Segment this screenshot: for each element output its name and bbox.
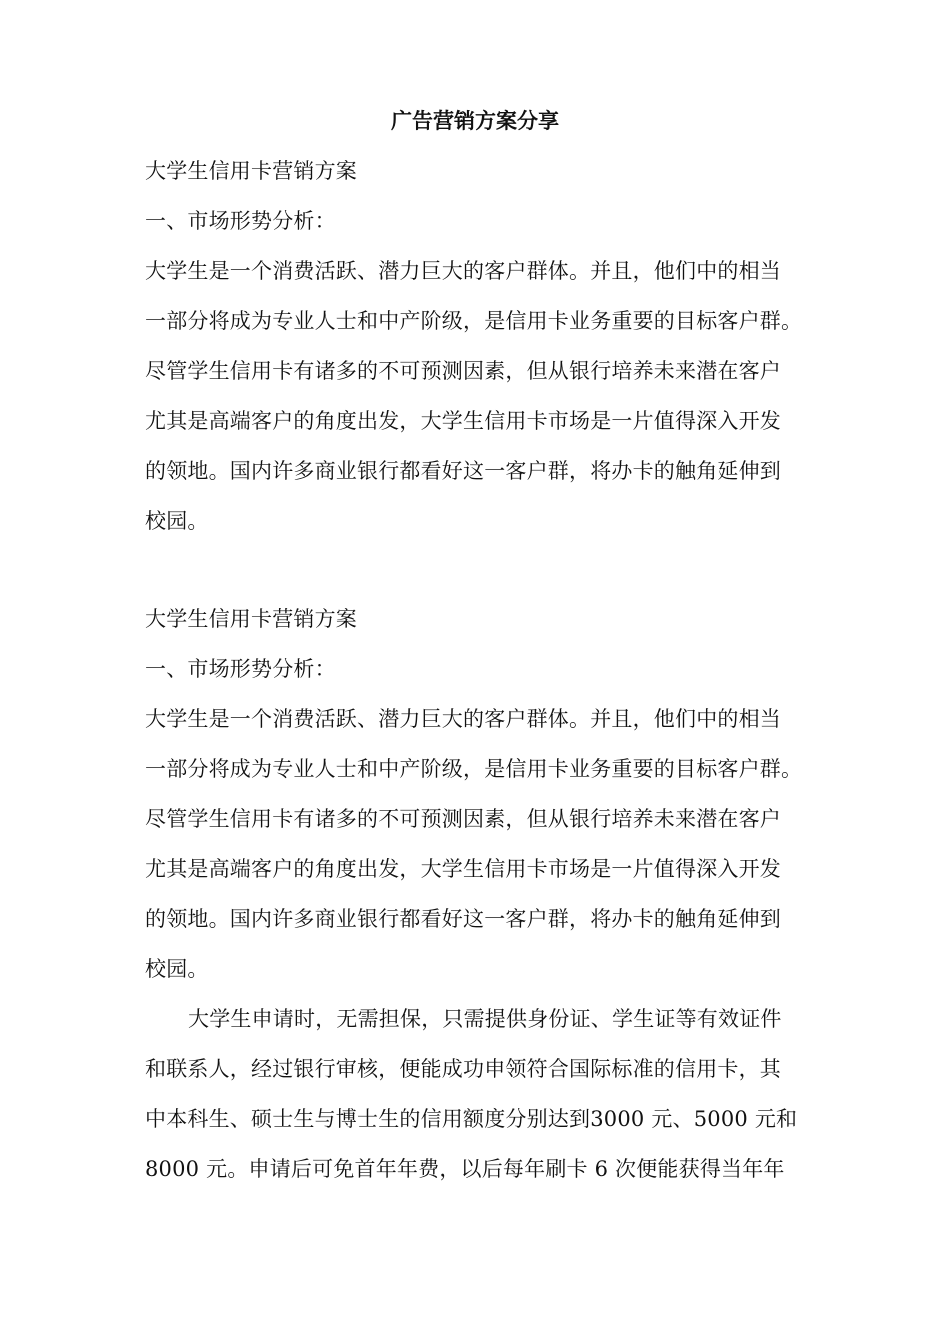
paragraph-line: 大学生申请时，无需担保，只需提供身份证、学生证等有效证件 <box>188 1007 782 1031</box>
paragraph-line: 和联系人，经过银行审核，便能成功申领符合国际标准的信用卡，其 <box>145 1057 781 1081</box>
section-heading: 大学生信用卡营销方案 <box>145 607 357 631</box>
section-heading: 大学生信用卡营销方案 <box>145 159 357 183</box>
paragraph-line: 大学生是一个消费活跃、潜力巨大的客户群体。并且，他们中的相当 <box>145 259 781 283</box>
paragraph-line: 一部分将成为专业人士和中产阶级，是信用卡业务重要的目标客户群。 <box>145 757 803 781</box>
section-2 <box>145 594 825 1194</box>
paragraph-line: 尤其是高端客户的角度出发，大学生信用卡市场是一片值得深入开发 <box>145 409 781 433</box>
paragraph-line: 大学生是一个消费活跃、潜力巨大的客户群体。并且，他们中的相当 <box>145 707 781 731</box>
paragraph-line: 一部分将成为专业人士和中产阶级，是信用卡业务重要的目标客户群。 <box>145 309 803 333</box>
paragraph-line: 8000 元。申请后可免首年年费，以后每年刷卡 6 次便能获得当年年 <box>145 1157 785 1181</box>
paragraph-line: 尽管学生信用卡有诸多的不可预测因素，但从银行培养未来潜在客户 <box>145 807 781 831</box>
paragraph-line: 尽管学生信用卡有诸多的不可预测因素，但从银行培养未来潜在客户 <box>145 359 781 383</box>
paragraph-line: 校园。 <box>145 957 209 981</box>
paragraph-line: 尤其是高端客户的角度出发，大学生信用卡市场是一片值得深入开发 <box>145 857 781 881</box>
paragraph-line: 校园。 <box>145 509 209 533</box>
paragraph-line: 的领地。国内许多商业银行都看好这一客户群，将办卡的触角延伸到 <box>145 907 781 931</box>
paragraph-line: 中本科生、硕士生与博士生的信用额度分别达到3000 元、5000 元和 <box>145 1107 798 1131</box>
section-1 <box>145 146 825 546</box>
subsection-heading: 一、市场形势分析： <box>145 657 336 681</box>
paragraph-line: 的领地。国内许多商业银行都看好这一客户群，将办卡的触角延伸到 <box>145 459 781 483</box>
document-title: 广告营销方案分享 <box>391 108 559 133</box>
subsection-heading: 一、市场形势分析： <box>145 209 336 233</box>
